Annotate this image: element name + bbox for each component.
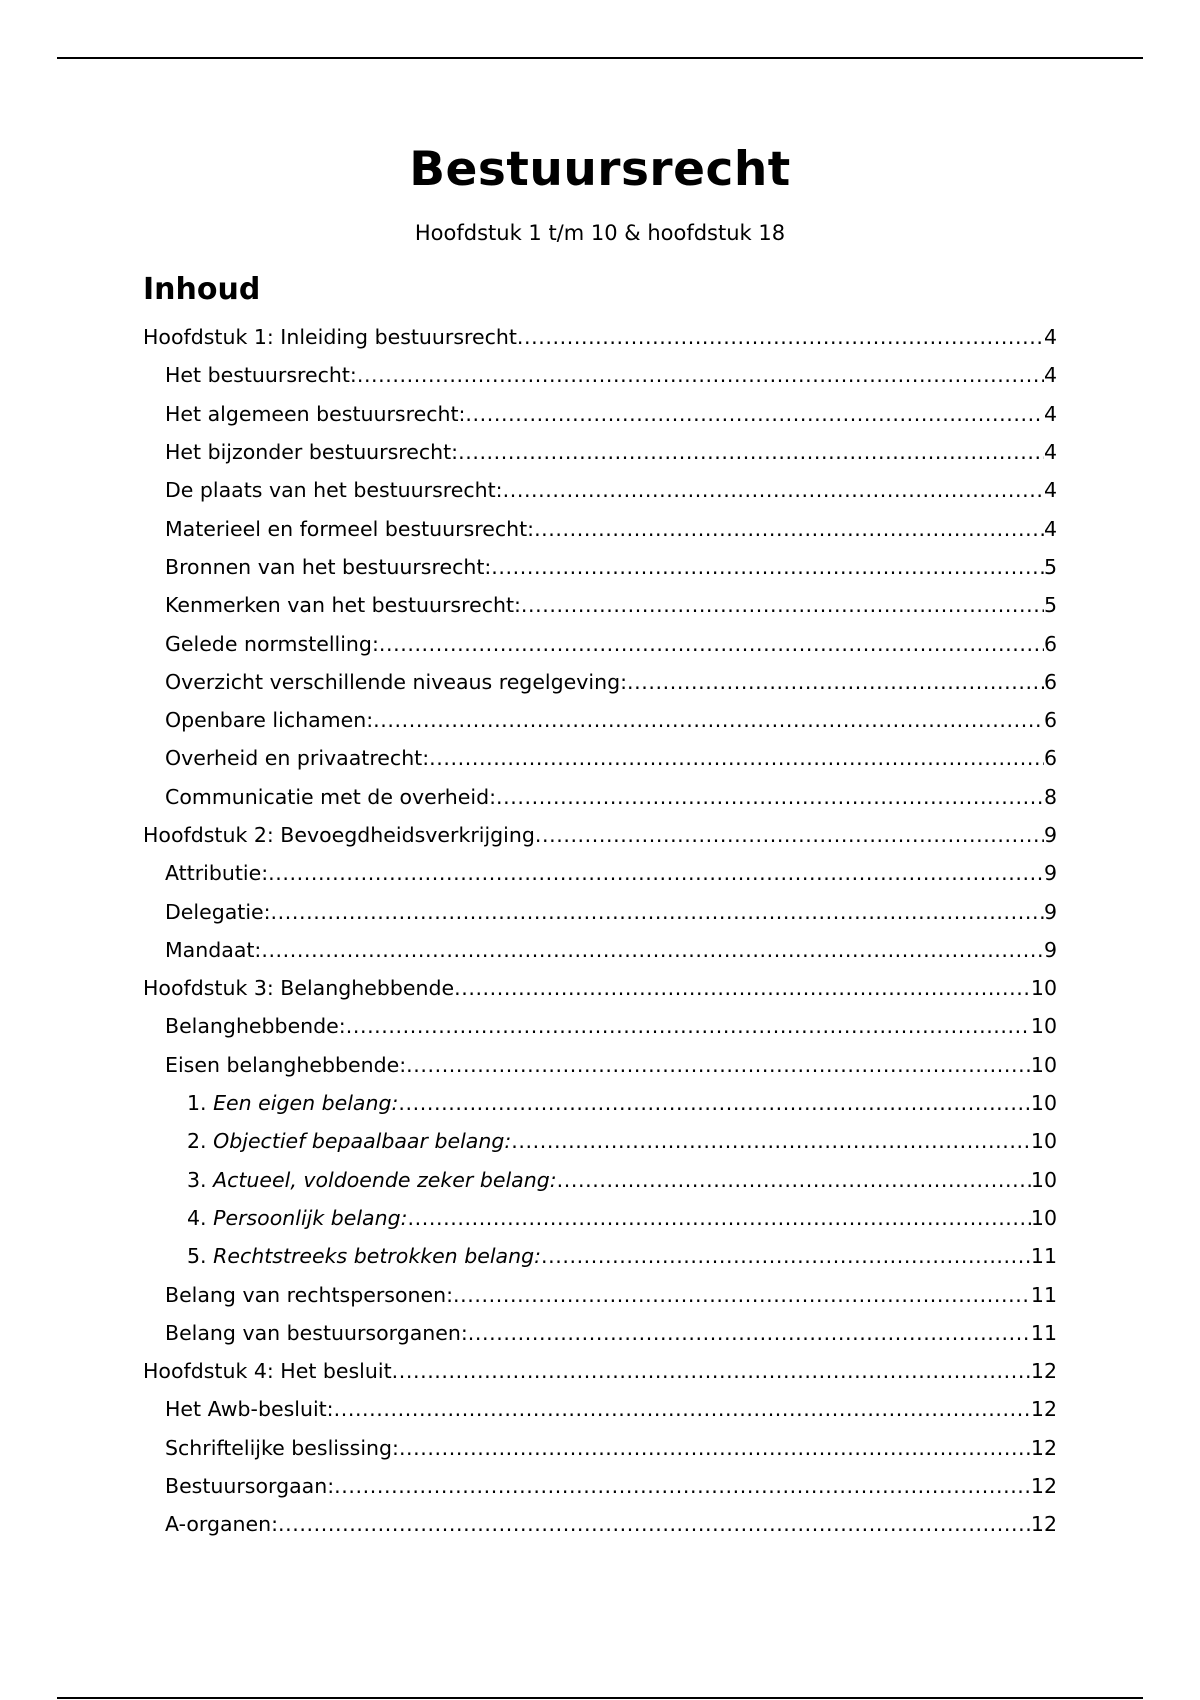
toc-entry-text [187,1244,541,1268]
document-title: Bestuursrecht [409,142,791,197]
toc-entry-label: Gelede normstelling: [165,631,379,656]
toc-entry[interactable] [143,778,1057,816]
toc-entry-label: Delegatie: [165,899,271,924]
toc-entry-text [165,1321,468,1345]
toc-page-number: 10 [1030,1091,1057,1116]
toc-page-number: 11 [1030,1282,1057,1307]
toc-entry-number: 3. [187,1167,207,1192]
toc-page-number: 12 [1030,1397,1057,1422]
toc-page-number: 4 [1043,401,1057,426]
toc-entry-text [165,746,429,770]
toc-leader-dots [535,823,1044,847]
toc-entry[interactable] [143,624,1057,662]
toc-entry-text [165,1053,406,1077]
toc-entry-label: Bestuursorgaan: [165,1474,335,1499]
toc-leader-dots [465,402,1044,426]
toc-entry-label: Hoofdstuk 3: Belanghebbende [143,976,455,1001]
toc-entry[interactable] [143,548,1057,586]
toc-entry-text [165,785,496,809]
toc-entry-label: Het Awb-besluit: [165,1397,334,1422]
toc-entry-number: 1. [187,1091,207,1116]
toc-page-number: 9 [1043,937,1057,962]
toc-heading: Inhoud [143,272,261,307]
document-subtitle: Hoofdstuk 1 t/m 10 & hoofdstuk 18 [414,221,786,245]
toc-entry-text [165,593,521,617]
toc-entry[interactable] [143,433,1057,471]
toc-entry-label: Mandaat: [165,937,262,962]
toc-leader-dots [268,861,1044,885]
toc-entry[interactable] [143,395,1057,433]
toc-entry-label: Hoofdstuk 4: Het besluit [143,1359,392,1384]
toc-page-number: 6 [1043,746,1057,771]
toc-entry-label: Belang van bestuursorganen: [165,1320,468,1345]
toc-leader-dots [454,976,1031,1000]
toc-page-number: 4 [1043,478,1057,503]
toc-entry[interactable] [143,1046,1057,1084]
toc-entry[interactable] [143,1429,1057,1467]
toc-leader-dots [408,1206,1031,1230]
toc-entry[interactable] [143,471,1057,509]
toc-leader-dots [534,517,1044,541]
toc-entry-label: Het bijzonder bestuursrecht: [165,440,459,465]
toc-entry-label: Kenmerken van het bestuursrecht: [165,593,521,618]
toc-page-number: 10 [1030,1205,1057,1230]
toc-entry-label: Overheid en privaatrecht: [165,746,430,771]
toc-leader-dots [521,593,1044,617]
toc-entry-label: Het algemeen bestuursrecht: [165,401,466,426]
toc-leader-dots [373,708,1044,732]
toc-entry-label: Rechtstreeks betrokken belang: [213,1244,541,1269]
toc-entry-text [143,823,535,847]
toc-entry-label: Bronnen van het bestuursrecht: [165,554,492,579]
toc-entry[interactable] [143,1505,1057,1543]
footer-rule [57,1697,1143,1699]
toc-entry-label: Schriftelijke beslissing: [165,1435,399,1460]
toc-entry-text [165,861,268,885]
toc-page-number: 11 [1030,1244,1057,1269]
toc-leader-dots [278,1512,1031,1536]
toc-leader-dots [517,325,1044,349]
toc-entry[interactable] [143,1007,1057,1045]
toc-leader-dots [261,938,1044,962]
toc-entry[interactable] [143,586,1057,624]
toc-page-number: 12 [1030,1512,1057,1537]
toc-entry-text [165,440,458,464]
toc-entry-label: Hoofdstuk 1: Inleiding bestuursrecht [143,325,517,350]
toc-leader-dots [406,1053,1031,1077]
toc-page-number: 6 [1043,631,1057,656]
toc-entry-label: Overzicht verschillende niveaus regelgeving: [165,669,627,694]
toc-entry-text [165,938,261,962]
toc-page-number: 10 [1030,976,1057,1001]
toc-leader-dots [453,1283,1031,1307]
toc-leader-dots [511,1129,1031,1153]
toc-entry-label: Openbare lichamen: [165,708,374,733]
toc-leader-dots [334,1474,1031,1498]
toc-entry-text [165,900,271,924]
toc-page-number: 5 [1043,554,1057,579]
toc-entry[interactable] [143,1161,1057,1199]
toc-entry-text [165,1283,453,1307]
toc-leader-dots [398,1091,1031,1115]
toc-entry-text [165,1014,346,1038]
toc-entry[interactable] [143,356,1057,394]
toc-entry-number: 4. [187,1205,207,1230]
toc-leader-dots [627,670,1044,694]
toc-entry[interactable] [143,969,1057,1007]
toc-entry-label: Materieel en formeel bestuursrecht: [165,516,535,541]
toc-entry-label: Een eigen belang: [213,1091,399,1116]
toc-entry-number: 5. [187,1244,207,1269]
toc-entry-label: Belang van rechtspersonen: [165,1282,454,1307]
toc-leader-dots [458,440,1044,464]
toc-entry[interactable] [143,892,1057,930]
toc-leader-dots [271,900,1044,924]
toc-entry[interactable] [143,1352,1057,1390]
toc-entry[interactable] [143,1237,1057,1275]
toc-leader-dots [334,1397,1031,1421]
toc-page-number: 10 [1030,1052,1057,1077]
toc-entry-text [165,402,465,426]
toc-entry[interactable] [143,663,1057,701]
toc-entry[interactable] [143,1122,1057,1160]
toc-leader-dots [357,363,1044,387]
toc-entry-label: Het bestuursrecht: [165,363,357,388]
toc-entry-label: Objectief bepaalbaar belang: [213,1129,512,1154]
toc-entry-text [143,325,517,349]
toc-leader-dots [429,746,1044,770]
toc-entry-label: Belanghebbende: [165,1014,346,1039]
toc-leader-dots [491,555,1044,579]
toc-page-number: 5 [1043,593,1057,618]
toc-page-number: 10 [1030,1167,1057,1192]
toc-page-number: 9 [1043,861,1057,886]
toc-entry-label: Communicatie met de overheid: [165,784,497,809]
toc-entry-label: Actueel, voldoende zeker belang: [213,1167,557,1192]
toc-page-number: 6 [1043,708,1057,733]
toc-entry-text [165,708,373,732]
table-of-contents [143,318,1057,1544]
toc-entry-text [165,478,503,502]
toc-entry[interactable] [143,318,1057,356]
toc-page-number: 12 [1030,1474,1057,1499]
toc-entry-label: Persoonlijk belang: [213,1205,408,1230]
toc-entry-label: Attributie: [165,861,269,886]
toc-page-number: 9 [1043,899,1057,924]
toc-entry-text [143,1359,392,1383]
toc-entry[interactable] [143,739,1057,777]
toc-page-number: 10 [1030,1014,1057,1039]
toc-entry[interactable] [143,1199,1057,1237]
header-rule [57,57,1143,59]
toc-leader-dots [399,1436,1031,1460]
toc-page-number: 4 [1043,440,1057,465]
toc-entry-label: De plaats van het bestuursrecht: [165,478,503,503]
toc-leader-dots [503,478,1044,502]
toc-page-number: 8 [1043,784,1057,809]
toc-page-number: 4 [1043,516,1057,541]
toc-entry[interactable] [143,931,1057,969]
toc-entry[interactable] [143,1314,1057,1352]
toc-page-number: 12 [1030,1435,1057,1460]
toc-leader-dots [541,1244,1031,1268]
toc-entry-text [165,555,491,579]
toc-entry-text [143,976,454,1000]
toc-leader-dots [557,1168,1031,1192]
toc-leader-dots [346,1014,1031,1038]
toc-page-number: 6 [1043,669,1057,694]
toc-entry-text [165,517,534,541]
toc-entry[interactable] [143,1467,1057,1505]
toc-leader-dots [379,632,1044,656]
toc-entry-text [165,1512,278,1536]
toc-page-number: 10 [1030,1129,1057,1154]
toc-entry[interactable] [143,509,1057,547]
toc-entry-text [165,1436,399,1460]
toc-entry[interactable] [143,1390,1057,1428]
toc-entry-text [165,632,379,656]
toc-entry[interactable] [143,854,1057,892]
toc-page-number: 4 [1043,325,1057,350]
toc-entry[interactable] [143,816,1057,854]
toc-entry-number: 2. [187,1129,207,1154]
toc-entry[interactable] [143,1084,1057,1122]
toc-entry-text [165,670,627,694]
toc-entry-label: Hoofdstuk 2: Bevoegdheidsverkrijging [143,823,535,847]
toc-entry-text [187,1168,557,1192]
toc-entry-text [165,363,357,387]
toc-leader-dots [468,1321,1031,1345]
toc-leader-dots [496,785,1044,809]
toc-entry-label: A-organen: [165,1512,279,1537]
toc-entry-text [165,1474,334,1498]
toc-page-number: 12 [1030,1359,1057,1384]
toc-page-number: 9 [1043,823,1057,847]
toc-entry-text [187,1091,398,1115]
toc-page-number: 4 [1043,363,1057,388]
toc-entry-label: Eisen belanghebbende: [165,1052,407,1077]
toc-entry[interactable] [143,1275,1057,1313]
toc-entry[interactable] [143,701,1057,739]
toc-entry-text [187,1129,511,1153]
toc-page-number: 11 [1030,1320,1057,1345]
toc-entry-text [187,1206,408,1230]
toc-entry-text [165,1397,334,1421]
toc-leader-dots [392,1359,1031,1383]
